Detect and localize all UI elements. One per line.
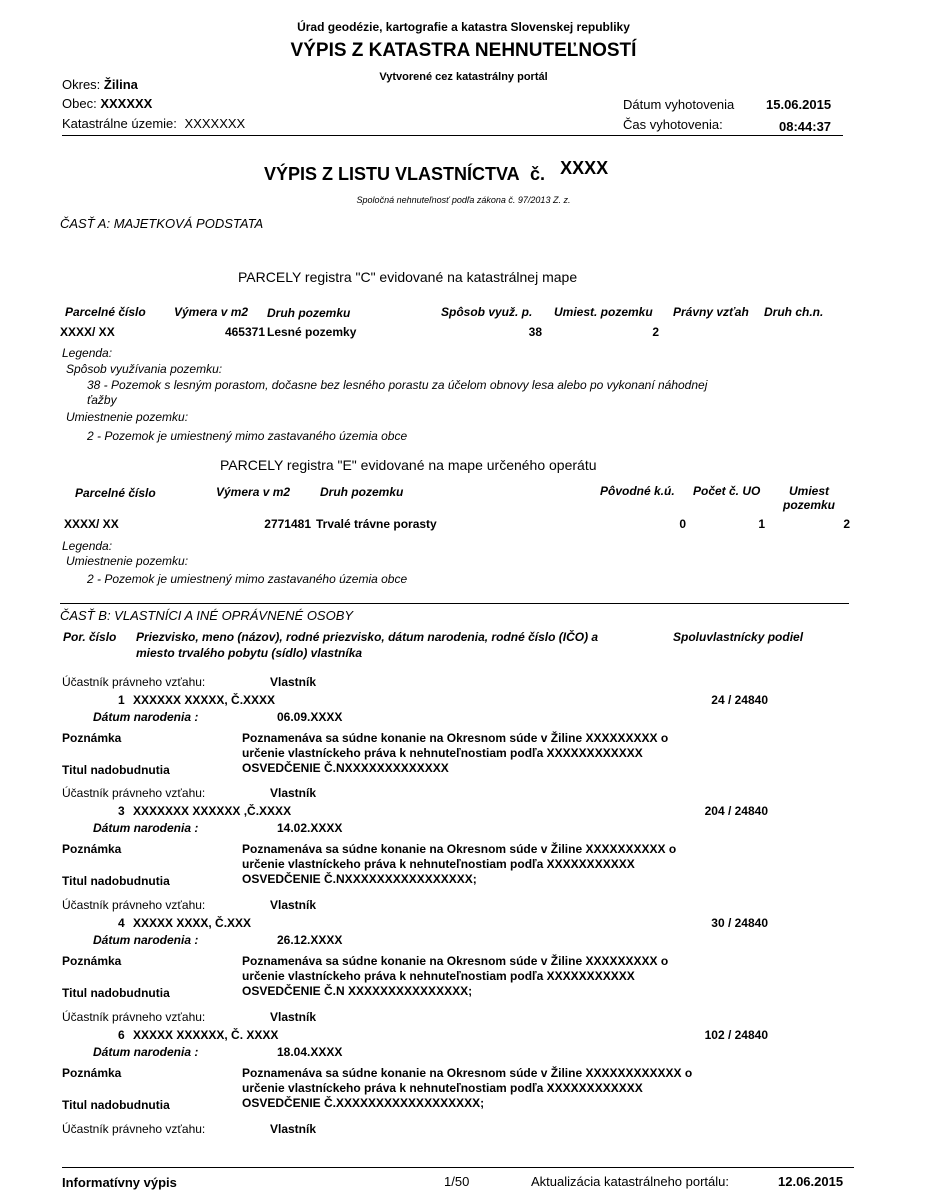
note-line-1: Poznamenáva sa súdne konanie na Okresnom súde v Žiline XXXXXXXXX o [242,731,669,745]
footer-divider [62,1167,854,1168]
okres-row [62,77,138,92]
e-header-area: Výmera v m2 [216,485,291,499]
footer-left: Informatívny výpis [62,1175,177,1190]
lv-title-row [264,158,609,185]
okres-label: Okres: [62,77,101,92]
document-subtitle: Vytvorené cez katastrálny portál [379,71,548,83]
c-legend-loc-title: Umiestnenie pozemku: [66,410,189,424]
footer-update-value: 12.06.2015 [778,1174,844,1189]
authority-name: Úrad geodézie, kartografie a katastra Slovenskej republiky [297,20,630,34]
c-header-parcel: Parcelné číslo [65,305,146,319]
owner-number: 4 [118,916,125,930]
owner-label: Vlastník [270,675,317,689]
e-legend: Legenda: [62,539,113,553]
part-b-heading: ČASŤ B: VLASTNÍCI A INÉ OPRÁVNENÉ OSOBY [60,608,354,623]
footer-update-label: Aktualizácia katastrálneho portálu: [531,1174,730,1189]
document-title: VÝPIS Z KATASTRA NEHNUTEĽNOSTÍ [290,40,637,61]
title-label: Titul nadobudnutia [62,763,170,777]
c-header-kind: Druh ch.n. [764,305,824,319]
title-value: OSVEDČENIE Č.XXXXXXXXXXXXXXXXXX; [242,1096,485,1110]
obec-label: Obec: [62,96,97,111]
birth-value: 06.09.XXXX [277,710,343,724]
lv-number: XXXX [560,158,609,178]
note-label: Poznámka [62,1066,122,1080]
e-header-parcel: Parcelné číslo [75,486,156,500]
title-value: OSVEDČENIE Č.NXXXXXXXXXXXXXXXX; [242,872,477,886]
owner-share: 204 / 24840 [704,804,768,818]
obec-value: XXXXXX [100,96,153,111]
title-label: Titul nadobudnutia [62,1098,170,1112]
owner-number: 6 [118,1028,125,1042]
footer-page: 1/50 [444,1174,470,1189]
date-value: 15.06.2015 [766,97,832,112]
birth-value: 14.02.XXXX [277,821,343,835]
obec-row [62,96,152,111]
birth-label: Dátum narodenia : [93,710,199,724]
title-label: Titul nadobudnutia [62,874,170,888]
owner-label: Vlastník [270,898,317,912]
ku-label: Katastrálne územie: [62,116,177,131]
lv-c: č. [530,164,546,184]
e-row-area: 2771481 [264,517,311,531]
lv-title: VÝPIS Z LISTU VLASTNÍCTVA [264,164,520,184]
e-legend-loc-title: Umiestnenie pozemku: [66,554,189,568]
e-row-count: 1 [758,517,765,531]
title-label: Titul nadobudnutia [62,986,170,1000]
note-line-1: Poznamenáva sa súdne konanie na Okresnom súde v Žiline XXXXXXXXXXXX o [242,1066,693,1080]
parcels-c-title: PARCELY registra "C" evidované na katastrálnej mape [238,269,578,285]
participant-label: Účastník právneho vzťahu: [62,1010,206,1024]
participant-label: Účastník právneho vzťahu: [62,898,206,912]
owner-share: 102 / 24840 [704,1028,768,1042]
note-label: Poznámka [62,842,122,856]
part-b-divider [60,603,849,604]
ku-value: XXXXXXX [184,116,246,131]
c-row-type: Lesné pozemky [267,325,357,339]
owner-number: 1 [118,693,125,707]
e-row-parcel: XXXX/ XX [64,517,119,531]
title-value: OSVEDČENIE Č.N XXXXXXXXXXXXXXX; [242,984,473,998]
b-header-name-2: miesto trvalého pobytu (sídlo) vlastníka [136,646,363,660]
birth-label: Dátum narodenia : [93,1045,199,1059]
c-legend-use-line1: 38 - Pozemok s lesným porastom, dočasne bez lesného porastu za účelom obnovy lesa alebo po vykonaní náhodnej [87,378,708,392]
time-value: 08:44:37 [779,119,832,134]
note-line-1: Poznamenáva sa súdne konanie na Okresnom súde v Žiline XXXXXXXXX o [242,954,669,968]
note-label: Poznámka [62,731,122,745]
owner-name: XXXXXXX XXXXXX ,Č.XXXX [133,804,292,818]
e-header-count: Počet č. UO [693,484,761,498]
b-header-por: Por. číslo [63,630,117,644]
b-header-name-1: Priezvisko, meno (názov), rodné priezvisko, dátum narodenia, rodné číslo (IČO) a [136,630,599,644]
participant-label: Účastník právneho vzťahu: [62,675,206,689]
e-row-orig: 0 [679,517,686,531]
e-legend-loc-line: 2 - Pozemok je umiestnený mimo zastavaného územia obce [87,572,408,586]
c-legend-use-title: Spôsob využívania pozemku: [66,362,223,376]
c-header-location: Umiest. pozemku [554,305,653,319]
note-line-2: určenie vlastníckeho práva k nehnuteľnostiam podľa XXXXXXXXXXX [242,857,635,871]
participant-label: Účastník právneho vzťahu: [62,786,206,800]
time-label: Čas vyhotovenia: [623,117,723,132]
c-legend: Legenda: [62,346,113,360]
c-header-relation: Právny vzťah [673,305,749,319]
birth-label: Dátum narodenia : [93,933,199,947]
c-header-type: Druh pozemku [267,306,351,320]
birth-value: 18.04.XXXX [277,1045,343,1059]
c-row-use: 38 [528,325,542,339]
birth-value: 26.12.XXXX [277,933,343,947]
e-header-orig: Pôvodné k.ú. [600,484,675,498]
note-label: Poznámka [62,954,122,968]
owner-name: XXXXX XXXX, Č.XXX [133,916,252,930]
c-row-location: 2 [652,325,659,339]
note-line-2: určenie vlastníckeho práva k nehnuteľnostiam podľa XXXXXXXXXXXX [242,746,643,760]
owner-share: 24 / 24840 [711,693,768,707]
owner-share: 30 / 24840 [711,916,768,930]
title-value: OSVEDČENIE Č.NXXXXXXXXXXXXX [242,761,449,775]
ku-row [62,116,245,131]
note-line-1: Poznamenáva sa súdne konanie na Okresnom súde v Žiline XXXXXXXXXX o [242,842,677,856]
e-header-type: Druh pozemku [320,485,404,499]
e-header-umiest-2: pozemku [783,498,836,512]
c-header-use: Spôsob využ. p. [441,305,533,319]
c-header-area: Výmera v m2 [174,305,249,319]
participant-label-last: Účastník právneho vzťahu: [62,1122,206,1136]
c-legend-use-line2: ťažby [87,393,117,407]
owner-label-last: Vlastník [270,1122,317,1136]
lv-note: Spoločná nehnuteľnosť podľa zákona č. 97/2013 Z. z. [356,195,571,205]
c-row-parcel: XXXX/ XX [60,325,115,339]
note-line-2: určenie vlastníckeho práva k nehnuteľnostiam podľa XXXXXXXXXXX [242,969,635,983]
date-label: Dátum vyhotovenia [623,97,735,112]
owner-name: XXXXXX XXXXX, Č.XXXX [133,693,276,707]
owner-number: 3 [118,804,125,818]
c-legend-loc-line: 2 - Pozemok je umiestnený mimo zastavaného územia obce [87,429,408,443]
e-header-umiest-1: Umiest [789,484,830,498]
e-row-umiest: 2 [843,517,850,531]
owner-label: Vlastník [270,786,317,800]
header-divider [62,135,843,136]
okres-value: Žilina [103,77,138,92]
birth-label: Dátum narodenia : [93,821,199,835]
e-row-type: Trvalé trávne porasty [316,517,437,531]
owner-label: Vlastník [270,1010,317,1024]
note-line-2: určenie vlastníckeho práva k nehnuteľnostiam podľa XXXXXXXXXXXX [242,1081,643,1095]
b-header-share: Spoluvlastnícky podiel [673,630,804,644]
parcels-e-title: PARCELY registra "E" evidované na mape určeného operátu [220,457,597,473]
owner-name: XXXXX XXXXXX, Č. XXXX [133,1028,279,1042]
part-a-heading: ČASŤ A: MAJETKOVÁ PODSTATA [60,216,264,231]
c-row-area: 465371 [224,325,265,339]
